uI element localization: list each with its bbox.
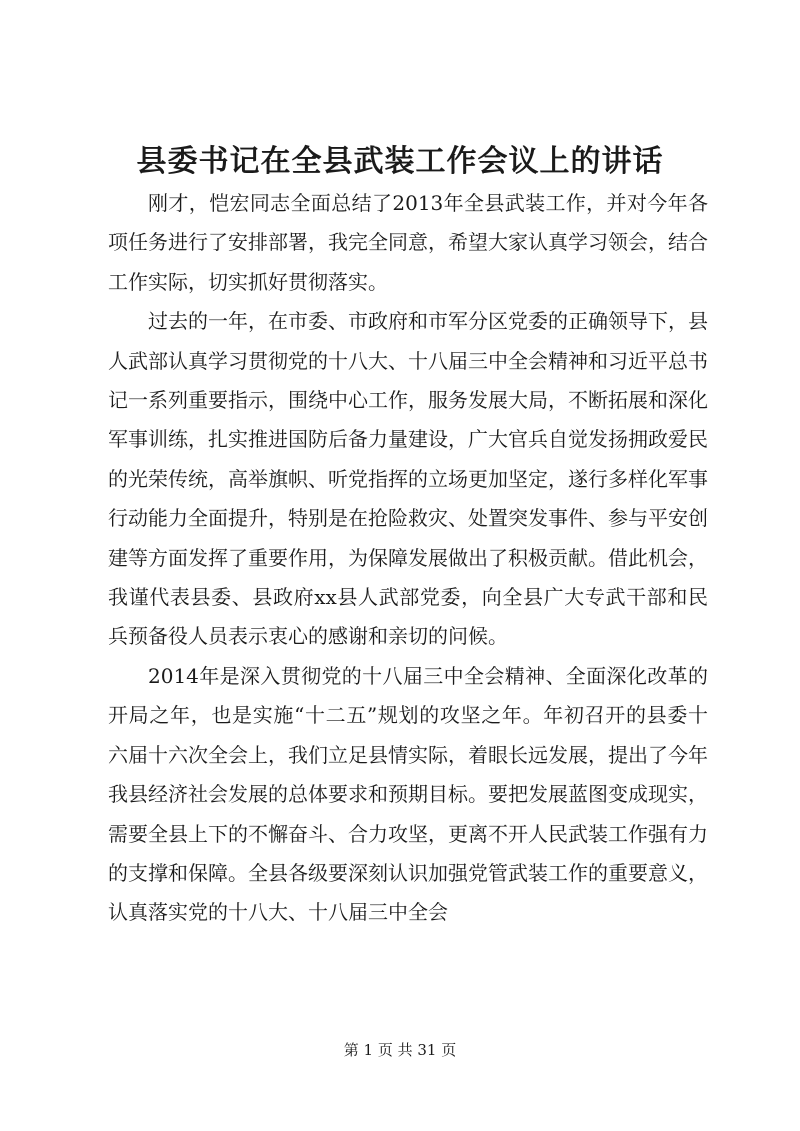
paragraph-1: 刚才，恺宏同志全面总结了2013年全县武装工作，并对今年各项任务进行了安排部署，我完全同意，希望大家认真学习领会，结合工作实际，切实抓好贯彻落实。 xyxy=(108,191,708,294)
page-footer: 第 1 页 共 31 页 xyxy=(343,1041,457,1059)
document-body xyxy=(108,184,708,933)
paragraph-3: 2014年是深入贯彻党的十八届三中全会精神、全面深化改革的开局之年，也是实施“十二五”规划的攻坚之年。年初召开的县委十六届十六次全会上，我们立足县情实际，着眼长远发展，提出了今年我县经济社会发展的总体要求和预期目标。要把发展蓝图变成现实，需要全县上下的不懈奋斗、合力攻坚，更离不开人民武装工作强有力的支撑和保障。全县各级要深刻认识加强党管武装工作的重要意义，认真落实党的十八大、十八届三中全会 xyxy=(108,663,708,925)
document-title: 县委书记在全县武装工作会议上的讲话 xyxy=(136,144,664,179)
paragraph-2: 过去的一年，在市委、市政府和市军分区党委的正确领导下，县人武部认真学习贯彻党的十八大、十八届三中全会精神和习近平总书记一系列重要指示，围绕中心工作，服务发展大局，不断拓展和深化军事训练，扎实推进国防后备力量建设，广大官兵自觉发扬拥政爱民的光荣传统，高举旗帜、听党指挥的立场更加坚定，遂行多样化军事行动能力全面提升，特别是在抢险救灾、处置突发事件、参与平安创建等方面发挥了重要作用，为保障发展做出了积极贡献。借此机会，我谨代表县委、县政府xx县人武部党委，向全县广大专武干部和民兵预备役人员表示衷心的感谢和亲切的问候。 xyxy=(108,309,708,649)
